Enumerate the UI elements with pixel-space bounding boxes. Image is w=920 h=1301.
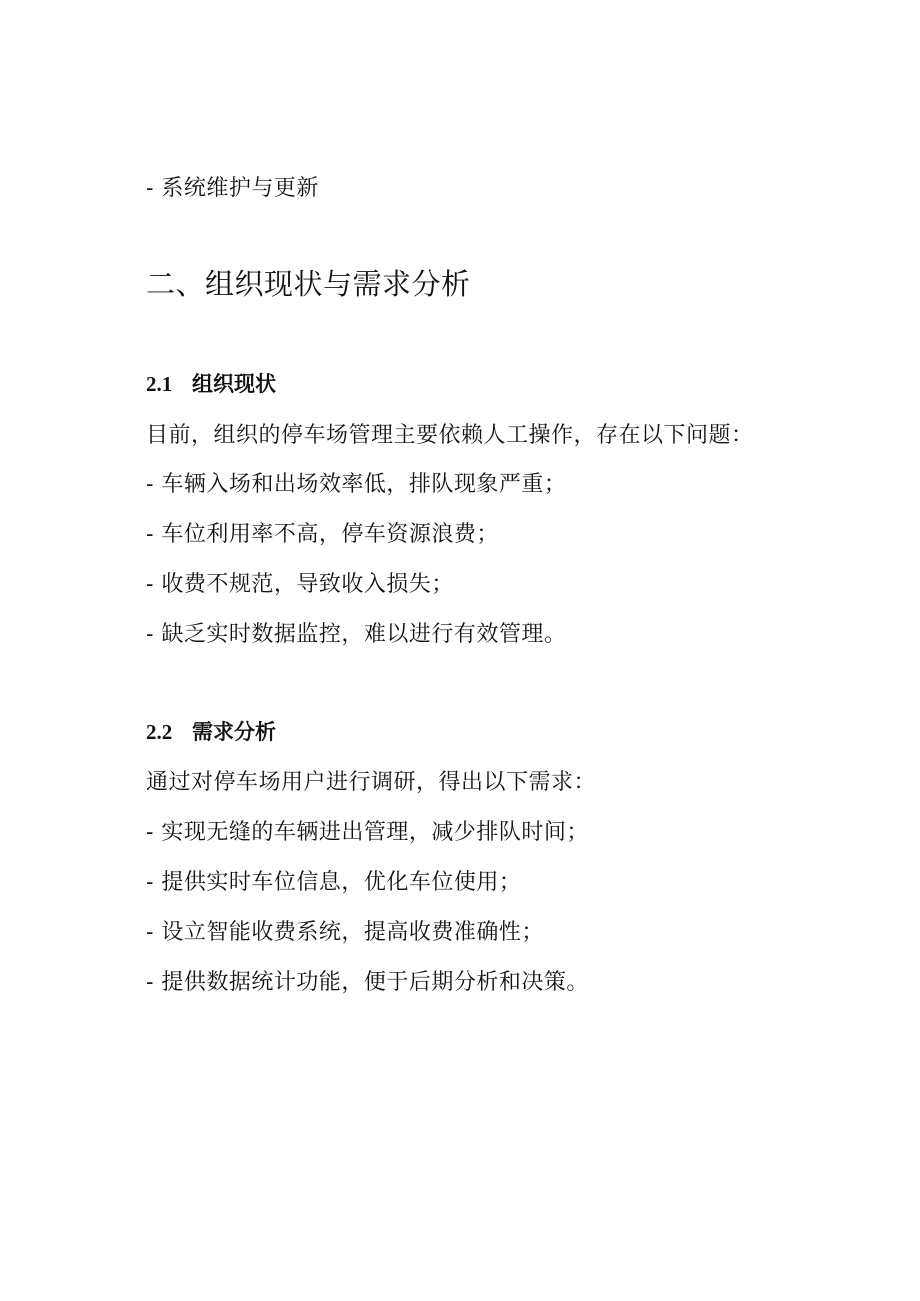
subsection-number: 2.2 [146,720,173,744]
subsection-title: 需求分析 [192,720,276,744]
list-item-maintenance: - 系统维护与更新 [146,176,319,201]
paragraph-status-lead: 目前，组织的停车场管理主要依赖人工操作，存在以下问题： [146,423,754,448]
subsection-number: 2.1 [146,372,173,396]
list-item: - 车位利用率不高，停车资源浪费； [146,522,499,547]
list-item: - 提供数据统计功能，便于后期分析和决策。 [146,970,589,995]
list-item: - 缺乏实时数据监控，难以进行有效管理。 [146,622,567,647]
subsection-title: 组织现状 [192,372,276,396]
list-item: - 收费不规范，导致收入损失； [146,572,454,597]
paragraph-requirements-lead: 通过对停车场用户进行调研，得出以下需求： [146,770,597,795]
list-item: - 实现无缝的车辆进出管理，减少排队时间； [146,820,589,845]
list-item: - 车辆入场和出场效率低，排队现象严重； [146,472,567,497]
subsection-heading-requirements [146,722,276,743]
section-heading: 二、组织现状与需求分析 [146,267,471,301]
list-item: - 提供实时车位信息，优化车位使用； [146,870,522,895]
list-item: - 设立智能收费系统，提高收费准确性； [146,920,544,945]
subsection-heading-status [146,374,276,395]
